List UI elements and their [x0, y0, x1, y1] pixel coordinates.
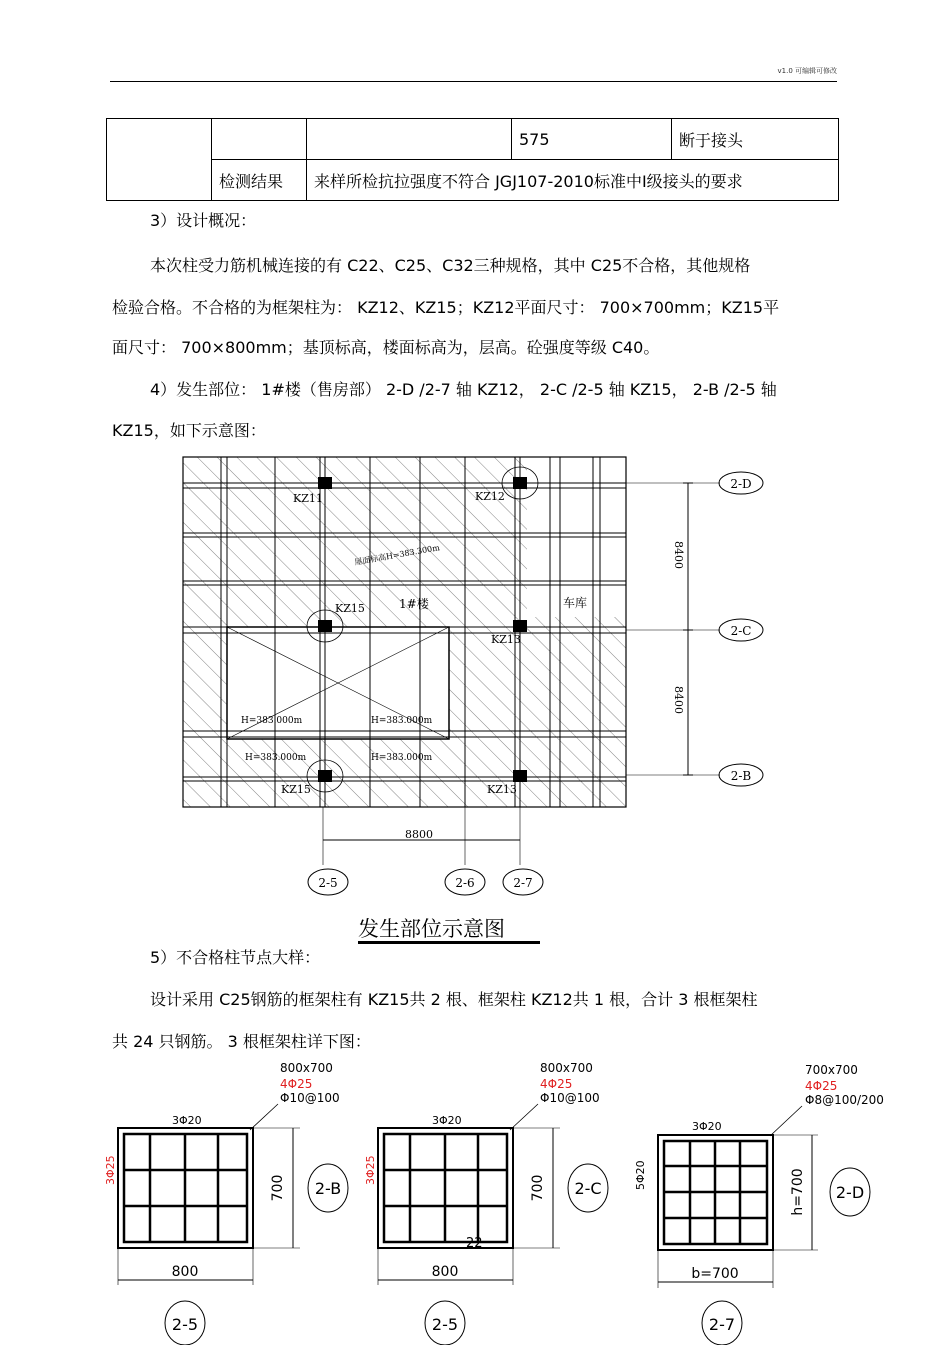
section-height: 700: [530, 1174, 546, 1202]
section-height: 700: [270, 1174, 286, 1202]
roof-note: 屋面标高H=383.300m: [353, 543, 441, 567]
axis-label: 2-C: [574, 1179, 602, 1198]
section-height: h=700: [790, 1168, 806, 1216]
section-width: 800: [431, 1264, 459, 1280]
section-width: 800: [171, 1264, 199, 1280]
dim-right-2: 8400: [672, 686, 685, 714]
label-garage: 车库: [563, 596, 588, 610]
column-section-3: [634, 1060, 884, 1345]
section-side: 3Φ25: [364, 1155, 377, 1185]
label-kz13-bot: KZ13: [487, 783, 517, 796]
page-number: 22: [466, 1236, 483, 1251]
table-row: [107, 119, 839, 160]
label-building: 1#楼: [399, 597, 429, 611]
table-cell: 575: [512, 119, 672, 160]
section-rebar: 4Φ25: [280, 1077, 313, 1091]
column-section-2: [364, 1060, 620, 1345]
label-kz13-mid: KZ13: [491, 633, 521, 646]
axis-label: 2-5: [431, 1315, 459, 1334]
result-value: 来样所检抗拉强度不符合 JGJ107-2010标准中Ⅰ级接头的要求: [307, 160, 839, 201]
detail-text-1: 设计采用 C25钢筋的框架柱有 KZ15共 2 根、框架柱 KZ12共 1 根，合计 3 根框架柱: [150, 990, 758, 1009]
result-label: 检测结果: [212, 160, 307, 201]
label-kz12: KZ12: [475, 490, 505, 503]
axis-label-2d: 2-D: [730, 477, 752, 491]
table-cell: [212, 119, 307, 160]
elevation-2: H=383.000m: [371, 716, 433, 726]
section-side: 5Φ20: [634, 1160, 647, 1190]
axis-label-26: 2-6: [455, 876, 475, 890]
table-cell: 断于接头: [672, 119, 839, 160]
section-size: 700x700: [805, 1063, 858, 1077]
table-cell: [307, 119, 512, 160]
section-stirrup: Φ10@100: [280, 1091, 340, 1105]
header-note: v1.0 可编辑可修改: [777, 67, 837, 75]
column-section-1: [104, 1060, 360, 1345]
label-kz15-mid: KZ15: [335, 602, 365, 615]
design-text-3: 面尺寸： 700×800mm；基顶标高，楼面标高为，层高。砼强度等级 C40。: [112, 338, 660, 357]
section-size: 800x700: [540, 1061, 593, 1075]
section-rebar: 4Φ25: [540, 1077, 573, 1091]
section-size: 800x700: [280, 1061, 333, 1075]
axis-label: 2-B: [314, 1179, 342, 1198]
dim-right-1: 8400: [672, 541, 685, 569]
detail-heading: 5）不合格柱节点大样：: [150, 948, 321, 967]
elevation-4: H=383.000m: [371, 753, 433, 763]
label-kz15-bot: KZ15: [281, 783, 311, 796]
figure-title-underline: [358, 941, 540, 944]
floor-plan-drawing: [175, 455, 775, 900]
test-result-table: [106, 118, 839, 201]
elevation-1: H=383.000m: [241, 716, 303, 726]
axis-label-2c: 2-C: [730, 624, 752, 638]
axis-label: 2-D: [835, 1183, 865, 1202]
section-stirrup: Φ8@100/200: [805, 1093, 884, 1107]
section-stirrup: Φ10@100: [540, 1091, 600, 1105]
design-heading: 3）设计概况：: [150, 211, 257, 230]
axis-label-2b: 2-B: [730, 769, 752, 783]
axis-label: 2-5: [171, 1315, 199, 1334]
elevation-3: H=383.000m: [245, 753, 307, 763]
detail-text-2: 共 24 只钢筋。 3 根框架柱详下图：: [112, 1032, 371, 1051]
section-top: 3Φ20: [172, 1114, 202, 1127]
header-rule: [110, 81, 837, 82]
table-row: [107, 160, 839, 201]
axis-label: 2-7: [708, 1315, 736, 1334]
location-text-2: KZ15，如下示意图：: [112, 421, 266, 440]
section-side: 3Φ25: [104, 1155, 117, 1185]
design-text-1: 本次柱受力筋机械连接的有 C22、C25、C32三种规格，其中 C25不合格，其他规格: [150, 256, 751, 275]
axis-label-27: 2-7: [513, 876, 533, 890]
figure-title: 发生部位示意图: [358, 917, 505, 941]
label-kz11: KZ11: [293, 492, 323, 505]
section-rebar: 4Φ25: [805, 1079, 838, 1093]
section-width: b=700: [691, 1266, 739, 1282]
design-text-2: 检验合格。不合格的为框架柱为： KZ12、KZ15；KZ12平面尺寸： 700×700mm；KZ15平: [112, 298, 780, 317]
section-top: 3Φ20: [432, 1114, 462, 1127]
table-cell: [107, 119, 212, 201]
location-text-1: 4）发生部位： 1#楼（售房部） 2-D /2-7 轴 KZ12， 2-C /2-5 轴 KZ15， 2-B /2-5 轴: [150, 380, 777, 399]
dim-bottom: 8800: [405, 828, 433, 841]
axis-label-25: 2-5: [318, 876, 338, 890]
section-top: 3Φ20: [692, 1120, 722, 1133]
